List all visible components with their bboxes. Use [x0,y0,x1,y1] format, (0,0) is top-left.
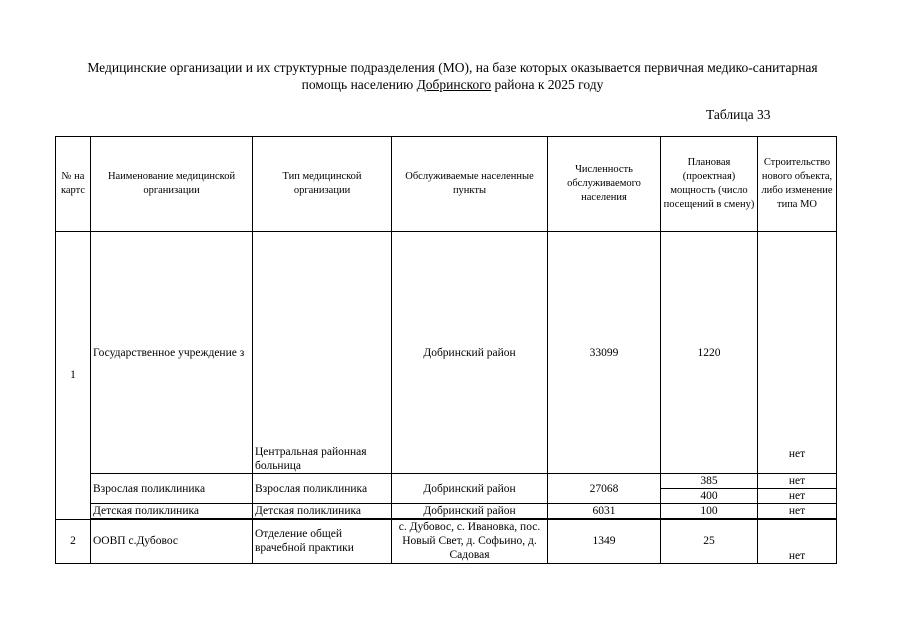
header-construction: Строительство нового объекта, либо изменение типа МО [758,137,837,232]
row2-type: Отделение общей врачебной практики [253,519,392,563]
row1a-construction-2: нет [758,489,837,504]
header-capacity: Плановая (проектная) мощность (число посещений в смену) [661,137,758,232]
document-title [40,59,865,93]
row1-settlements: Добринский район [392,232,548,474]
row1a-construction-1: нет [758,474,837,489]
header-num: № на картс [56,137,91,232]
row1-population: 33099 [548,232,661,474]
header-row [56,137,837,232]
row1b-population: 6031 [548,504,661,520]
title-line-2 [40,76,865,93]
row1a-capacity-2: 400 [661,489,758,504]
title-line-2-suffix: района к 2025 году [491,77,604,92]
title-line-2-prefix: помощь населению [301,77,417,92]
row1-name: Государственное учреждение з [91,232,253,474]
table-row [56,519,837,563]
row1b-name: Детская поликлиника [91,504,253,520]
header-population: Численность обслуживаемого населения [548,137,661,232]
mo-table [55,136,837,564]
row1a-settlements: Добринский район [392,474,548,504]
row1a-name: Взрослая поликлиника [91,474,253,504]
table-row [56,474,837,489]
row1a-population: 27068 [548,474,661,504]
row2-construction: нет [758,519,837,563]
row1a-type: Взрослая поликлиника [253,474,392,504]
row1b-settlements: Добринский район [392,504,548,520]
row1a-capacity-1: 385 [661,474,758,489]
header-name: Наименование медицинской организации [91,137,253,232]
row1-construction: нет [758,232,837,474]
row2-population: 1349 [548,519,661,563]
row1-num: 1 [56,232,91,520]
title-line-1: Медицинские организации и их структурные подразделения (МО), на базе которых оказывается первичная медико-санитарная [87,60,818,75]
row2-name: ООВП с.Дубовос [91,519,253,563]
header-type: Тип медицинской организации [253,137,392,232]
title-underlined-district: Добринского [416,77,492,92]
row2-num: 2 [56,519,91,563]
table-row [56,232,837,474]
row1b-capacity: 100 [661,504,758,520]
header-settlements: Обслуживаемые населенные пункты [392,137,548,232]
table-number: Таблица 33 [706,107,771,122]
row2-capacity: 25 [661,519,758,563]
row1b-type: Детская поликлиника [253,504,392,520]
row1b-construction: нет [758,504,837,520]
row2-settlements: с. Дубовос, с. Ивановка, пос. Новый Свет, д. Софьино, д. Садовая [392,519,548,563]
row1-type: Центральная районная больница [253,232,392,474]
table-row [56,504,837,520]
row1-capacity: 1220 [661,232,758,474]
